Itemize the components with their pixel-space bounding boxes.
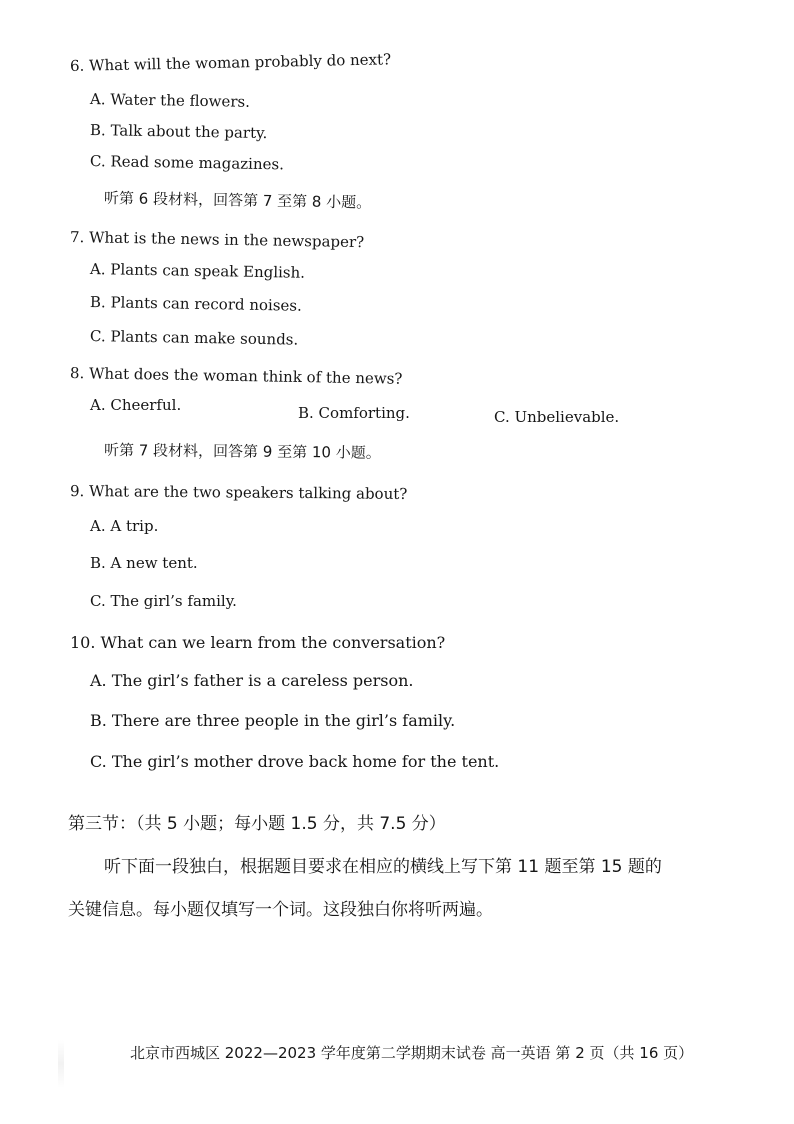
question-8-stem: 8. What does the woman think of the news? [69,364,403,388]
question-7-option-b: B. Plants can record noises. [89,293,302,315]
section-3-heading: 第三节：（共 5 小题；每小题 1.5 分，共 7.5 分） [68,814,446,834]
question-10-option-b: B. There are three people in the girl’s family. [90,711,456,730]
question-7-stem: 7. What is the news in the newspaper? [69,228,365,252]
question-9-option-c: C. The girl’s family. [90,592,237,610]
question-9-stem: 9. What are the two speakers talking about? [69,482,408,503]
question-10-option-c: C. The girl’s mother drove back home for the tent. [90,752,500,771]
question-6-option-a: A. Water the flowers. [89,90,251,111]
question-10-option-a: A. The girl’s father is a careless person. [90,671,414,690]
question-8-option-b: B. Comforting. [298,404,410,422]
question-6-option-c: C. Read some magazines. [89,152,285,174]
question-7-option-c: C. Plants can make sounds. [89,327,299,349]
question-8-option-c: C. Unbelievable. [494,408,620,426]
question-6-stem: 6. What will the woman probably do next? [69,50,392,75]
question-8-option-a: A. Cheerful. [90,396,182,414]
question-10-stem: 10. What can we learn from the conversation? [70,633,446,652]
instruction-section-7: 听第 7 段材料，回答第 9 至第 10 小题。 [103,441,381,462]
section-3-paragraph-line-2: 关键信息。每小题仅填写一个词。这段独白你将听两遍。 [68,900,493,920]
scan-artifact [58,1040,64,1088]
instruction-section-6: 听第 6 段材料，回答第 7 至第 8 小题。 [103,189,372,212]
section-3-paragraph-line-1: 听下面一段独白，根据题目要求在相应的横线上写下第 11 题至第 15 题的 [104,857,662,877]
question-7-option-a: A. Plants can speak English. [89,260,306,282]
question-6-option-b: B. Talk about the party. [89,121,268,143]
question-9-option-a: A. A trip. [90,517,159,535]
question-9-option-b: B. A new tent. [90,554,198,572]
page-footer: 北京市西城区 2022—2023 学年度第二学期期末试卷 高一英语 第 2 页（共 16 页） [130,1044,694,1062]
